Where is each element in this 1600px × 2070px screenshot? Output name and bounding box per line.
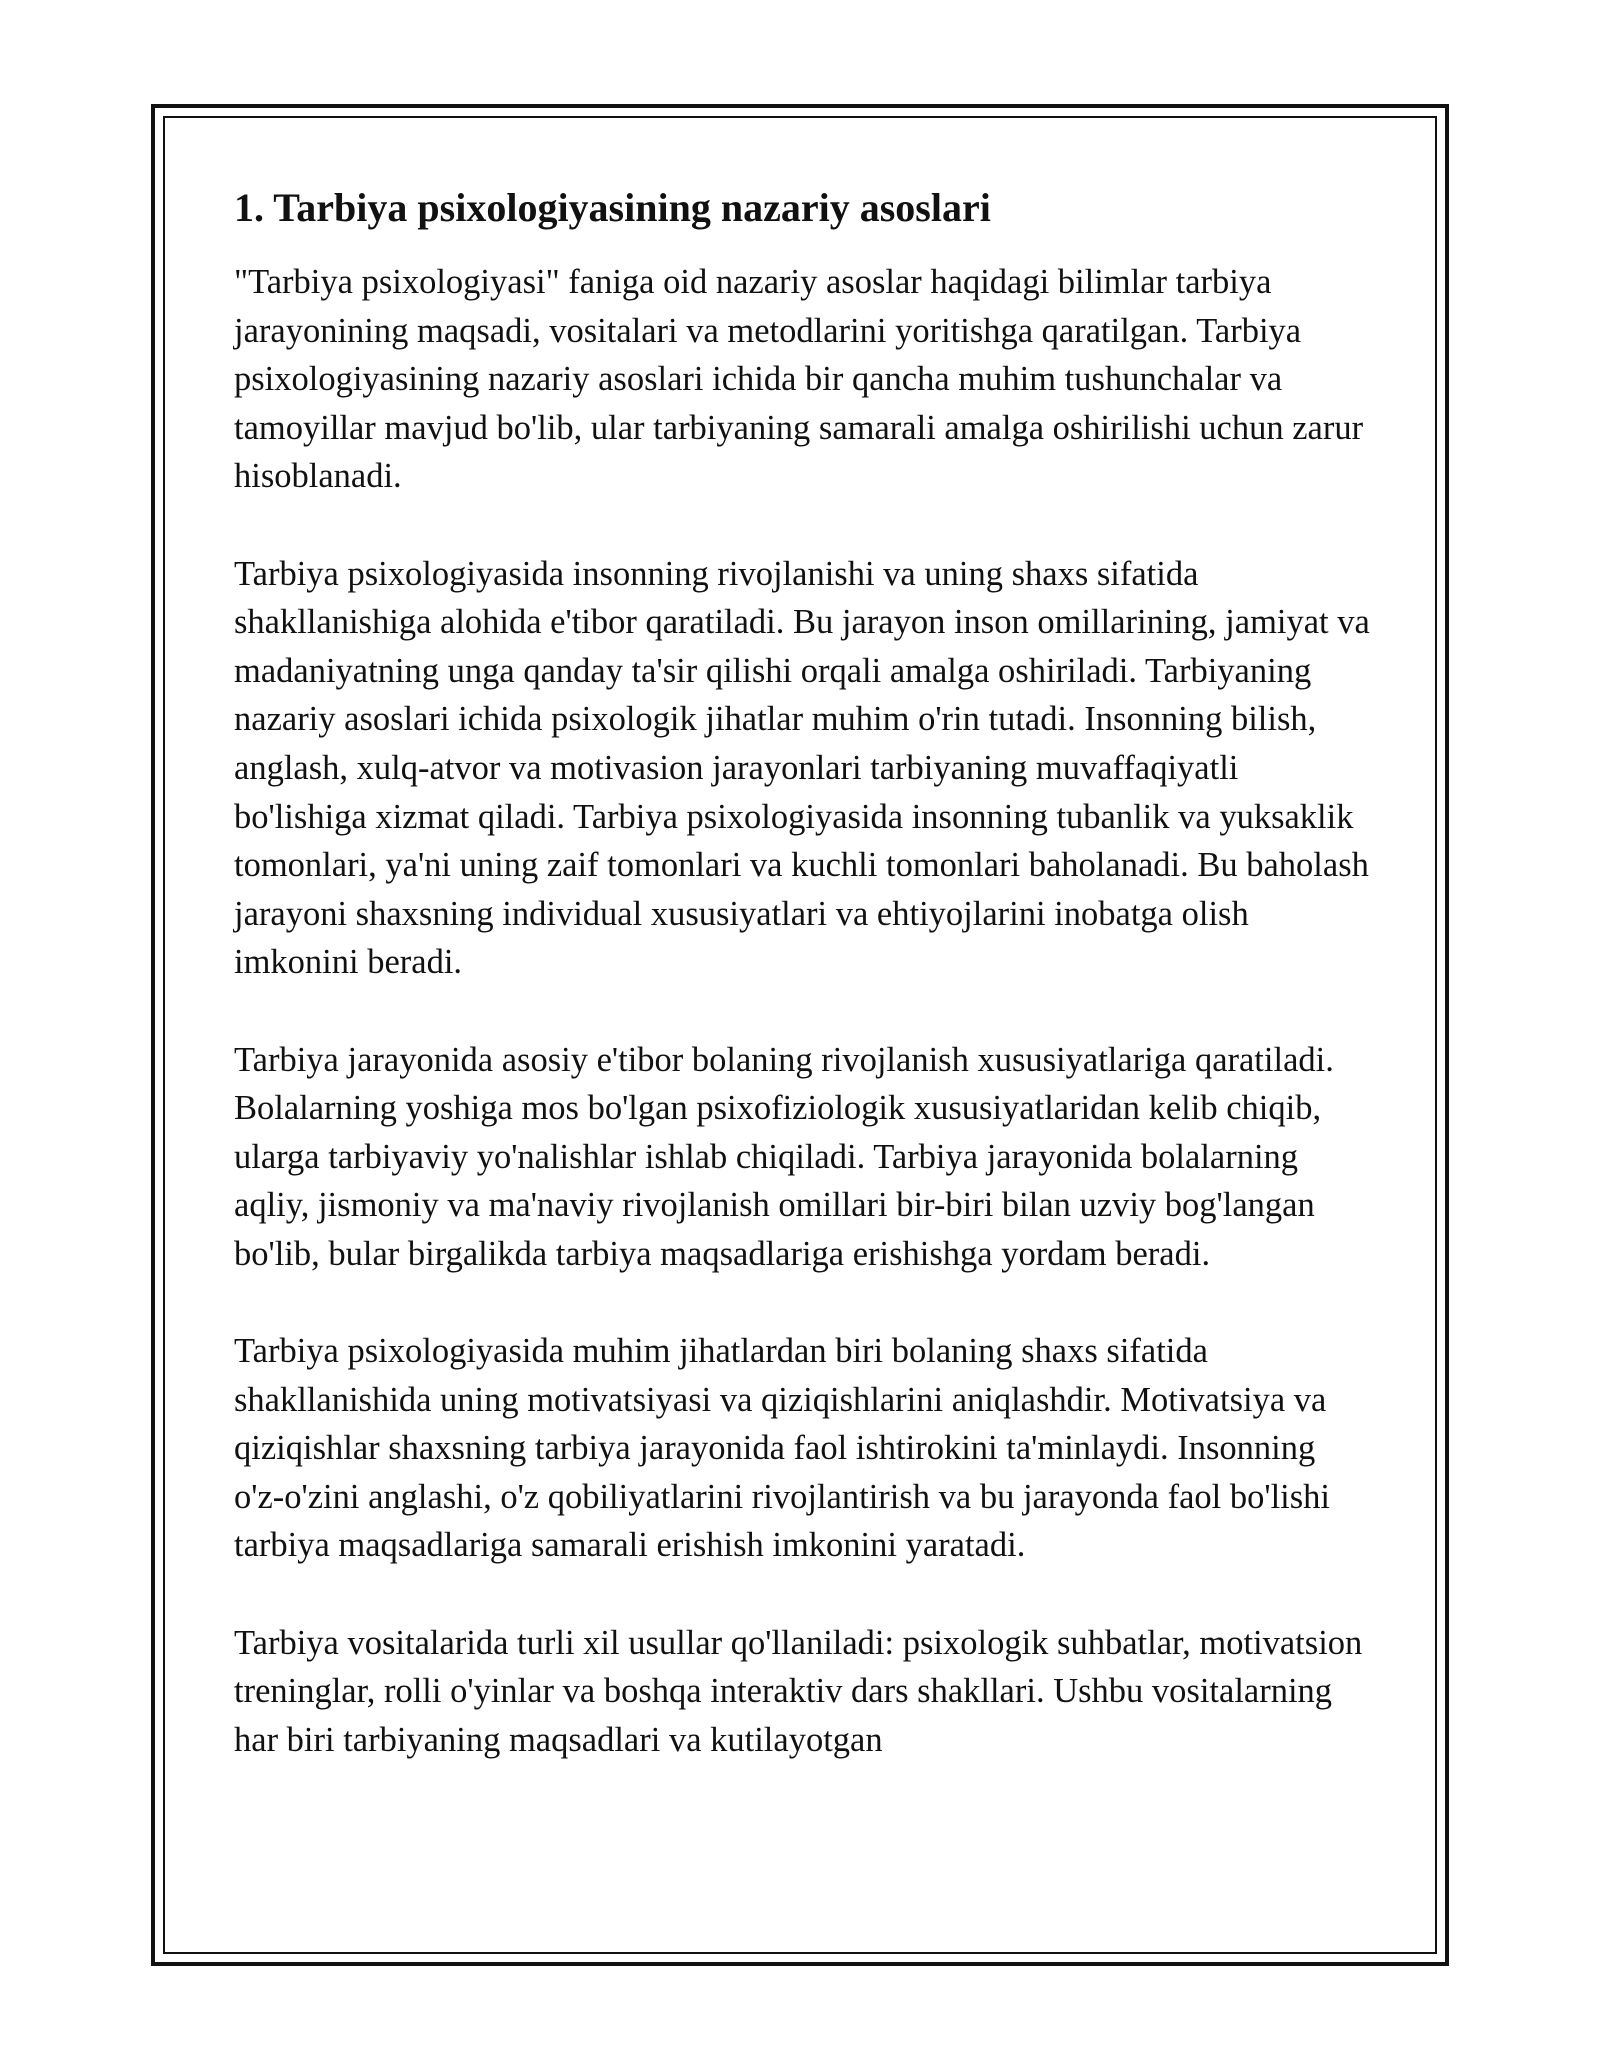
paragraph-4: Tarbiya psixologiyasida muhim jihatlardan biri bolaning shaxs sifatida shakllanishida uning motivatsiyasi va qiziqishlarini aniqlashdir. Motivatsiya va qiziqishlar shaxsning tarbiya jarayonida faol ishtirokini ta'minlaydi. Insonning o'z-o'zini anglashi, o'z qobiliyatlarini rivojlantirish va bu jarayonda faol bo'lishi tarbiya maqsadlariga samarali erishish imkonini yaratadi. xyxy=(234,1332,1331,1565)
paragraph-1: "Tarbiya psixologiyasi" faniga oid nazariy asoslar haqidagi bilimlar tarbiya jarayonining maqsadi, vositalari va metodlarini yoritishga qaratilgan. Tarbiya psixologiyasining nazariy asoslari ichida bir qancha muhim tushunchalar va tamoyillar mavjud bo'lib, ular tarbiyaning samarali amalga oshirilishi uchun zarur hisoblanadi. xyxy=(234,263,1364,496)
section-heading: 1. Tarbiya psixologiyasining nazariy asoslari xyxy=(234,185,991,230)
paragraph-2: Tarbiya psixologiyasida insonning rivojlanishi va uning shaxs sifatida shakllanishiga alohida e'tibor qaratiladi. Bu jarayon inson omillarining, jamiyat va madaniyatning unga qanday ta'sir qilishi orqali amalga oshiriladi. Tarbiyaning nazariy asoslari ichida psixologik jihatlar muhim o'rin tutadi. Insonning bilish, anglash, xulq-atvor va motivasion jarayonlari tarbiyaning muvaffaqiyatli bo'lishiga xizmat qiladi. Tarbiya psixologiyasida insonning tubanlik va yuksaklik tomonlari, ya'ni uning zaif tomonlari va kuchli tomonlari baholanadi. Bu baholash jarayoni shaxsning individual xususiyatlari va ehtiyojlarini inobatga olish imkonini beradi. xyxy=(234,554,1370,982)
document-content xyxy=(234,180,1374,1764)
paragraph-3: Tarbiya jarayonida asosiy e'tibor bolaning rivojlanish xususiyatlariga qaratiladi. Bolalarning yoshiga mos bo'lgan psixofiziologik xususiyatlaridan kelib chiqib, ularga tarbiyaviy yo'nalishlar ishlab chiqiladi. Tarbiya jarayonida bolalarning aqliy, jismoniy va ma'naviy rivojlanish omillari bir-biri bilan uzviy bog'langan bo'lib, bular birgalikda tarbiya maqsadlariga erishishga yordam beradi. xyxy=(234,1040,1334,1273)
paragraph-5: Tarbiya vositalarida turli xil usullar qo'llaniladi: psixologik suhbatlar, motivatsion treninglar, rolli o'yinlar va boshqa interaktiv dars shakllari. Ushbu vositalarning har biri tarbiyaning maqsadlari va kutilayotgan xyxy=(234,1623,1363,1759)
